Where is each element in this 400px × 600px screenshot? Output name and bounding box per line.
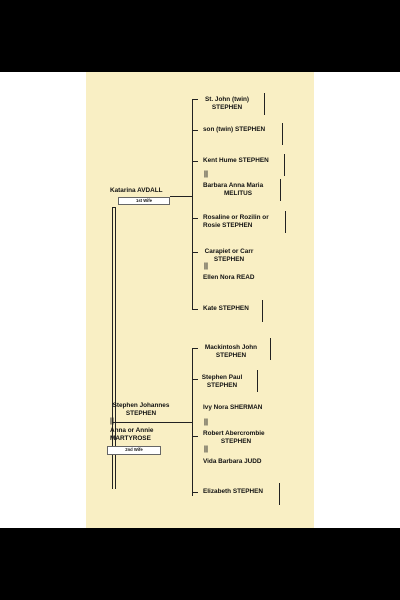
spouse-name-barbara: Barbara Anna Maria MELITUS: [203, 182, 264, 197]
spouse-symbol: ||: [204, 263, 208, 270]
child-name-st-john: St. John (twin) STEPHEN: [204, 96, 250, 111]
child-connector: [192, 492, 198, 493]
child-connector: [192, 436, 198, 437]
spouse-name-ivy-nora: Ivy Nora SHERMAN: [203, 404, 263, 411]
spouse-name-ellen-nora: Ellen Nora READ: [203, 274, 255, 281]
child-name-son-twin: son (twin) STEPHEN: [203, 126, 266, 133]
child-name-mackintosh: Mackintosh John STEPHEN: [204, 344, 258, 359]
child-name-kate: Kate STEPHEN: [203, 305, 249, 312]
child-name-elizabeth: Elizabeth STEPHEN: [203, 488, 264, 495]
child-name-robert-abercrombie: Robert Abercrombie STEPHEN: [203, 430, 265, 445]
husband-name: Stephen Johannes STEPHEN: [112, 402, 170, 417]
child-connector: [192, 161, 198, 162]
child-name-stephen-paul: Stephen Paul STEPHEN: [201, 374, 243, 389]
child-name-kent-hume: Kent Hume STEPHEN: [203, 157, 269, 164]
wife2-name: Anna or Annie MARTYROSE: [110, 427, 154, 442]
child-connector: [192, 130, 198, 131]
child-bracket: [279, 483, 280, 505]
wife2-marriage-symbol: ||: [110, 418, 114, 425]
wife1-branch-line: [170, 196, 192, 197]
spouse-name-vida-barbara: Vida Barbara JUDD: [203, 458, 262, 465]
family-tree-panel: [86, 72, 314, 528]
spouse-symbol: ||: [204, 419, 208, 426]
child-bracket: [257, 370, 258, 392]
child-connector: [192, 309, 198, 310]
wife1-badge: 1st Wife: [118, 197, 170, 205]
wife2-branch-line: [112, 422, 192, 423]
child-name-rosaline: Rosaline or Rozilin or Rosie STEPHEN: [203, 214, 269, 229]
child-bracket: [282, 123, 283, 145]
spouse-symbol: ||: [204, 446, 208, 453]
wife2-children-trunk: [192, 348, 193, 496]
child-connector: [192, 218, 198, 219]
child-bracket: [270, 338, 271, 360]
wife1-husband-connector: [112, 207, 116, 208]
child-name-carapiet: Carapiet or Carr STEPHEN: [204, 248, 254, 263]
wife1-name: Katarina AVDALL: [110, 187, 163, 194]
child-bracket: [262, 300, 263, 322]
spouse-symbol: ||: [204, 171, 208, 178]
child-bracket: [280, 179, 281, 201]
child-bracket: [284, 154, 285, 176]
wife2-badge: 2nd Wife: [107, 446, 161, 455]
child-bracket: [285, 211, 286, 233]
child-bracket: [264, 93, 265, 115]
